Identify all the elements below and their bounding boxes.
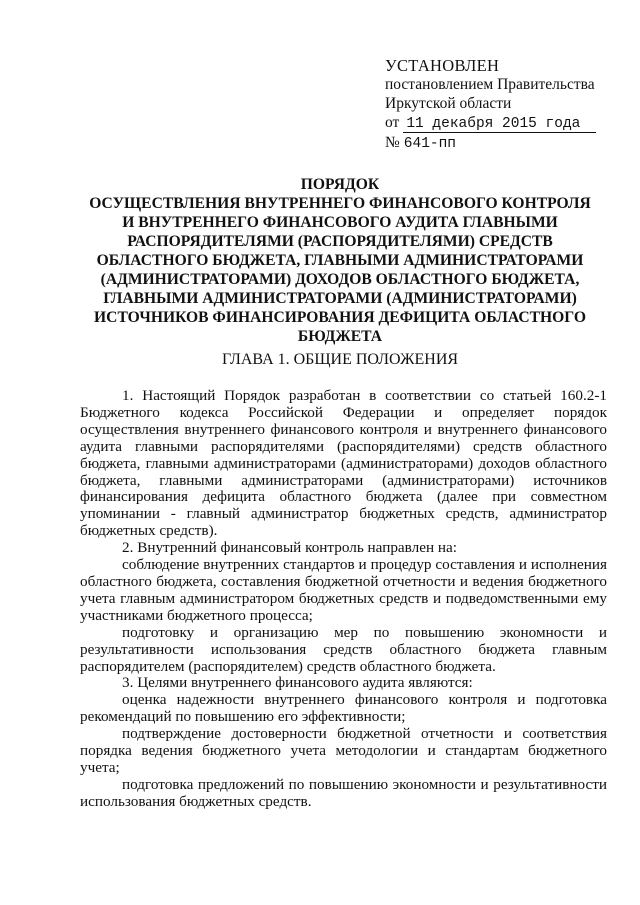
title-line: ИСТОЧНИКОВ ФИНАНСИРОВАНИЯ ДЕФИЦИТА ОБЛАСТНОГО	[94, 309, 586, 326]
title-line: РАСПОРЯДИТЕЛЯМИ (РАСПОРЯДИТЕЛЯМИ) СРЕДСТВ	[127, 233, 553, 250]
approval-date-prefix: от	[385, 114, 400, 131]
paragraph: подготовка предложений по повышению экономности и результативности использования бюджетных средств.	[80, 775, 607, 810]
approval-date-line	[385, 113, 625, 133]
approval-heading: УСТАНОВЛЕН	[385, 56, 500, 75]
paragraph: оценка надежности внутреннего финансового контроля и подготовка рекомендаций по повышению его эффективности;	[80, 691, 607, 726]
title-line: ГЛАВНЫМИ АДМИНИСТРАТОРАМИ (АДМИНИСТРАТОРАМИ)	[103, 290, 577, 307]
document-body	[80, 388, 607, 811]
paragraph: 2. Внутренний финансовый контроль направлен на:	[122, 539, 457, 557]
paragraph: подтверждение достоверности бюджетной отчетности и соответствия порядка ведения бюджетного учета методологии и стандартам бюджетного учета;	[80, 725, 607, 776]
title-line: И ВНУТРЕННЕГО ФИНАНСОВОГО АУДИТА ГЛАВНЫМИ	[122, 214, 558, 231]
approval-date-value: 11 декабря 2015 года	[403, 117, 596, 133]
approval-number-line	[385, 133, 625, 154]
title-line: ОБЛАСТНОГО БЮДЖЕТА, ГЛАВНЫМИ АДМИНИСТРАТОРАМИ	[96, 252, 584, 269]
paragraph: 3. Целями внутреннего финансового аудита являются:	[122, 674, 473, 692]
paragraph: подготовку и организацию мер по повышению экономности и результативности использования средств областного бюджета главным распорядителем (распорядителем) средств областного бюджета.	[80, 623, 607, 675]
title-line: (АДМИНИСТРАТОРАМИ) ДОХОДОВ ОБЛАСТНОГО БЮДЖЕТА,	[100, 271, 580, 288]
title-line: БЮДЖЕТА	[297, 328, 383, 345]
approval-region-line: Иркутской области	[385, 95, 512, 112]
title-line: ОСУЩЕСТВЛЕНИЯ ВНУТРЕННЕГО ФИНАНСОВОГО КОНТРОЛЯ	[89, 195, 591, 212]
paragraph: 1. Настоящий Порядок разработан в соответствии со статьей 160.2-1 Бюджетного кодекса Российской Федерации и определяет порядок осуществления внутреннего финансового контроля и внутреннего финансового аудита главными распорядителями (распорядителями) средств областного бюджета, главными администраторами (администраторами) доходов областного бюджета, главными администраторами (администраторами) источников финансирования дефицита областного бюджета (далее при совместном упоминании - главный администратор бюджетных средств, администратор бюджетных средств).	[80, 387, 607, 540]
approval-number-value: 641-пп	[403, 136, 457, 152]
chapter-heading: ГЛАВА 1. ОБЩИЕ ПОЛОЖЕНИЯ	[221, 351, 459, 368]
document-title	[80, 175, 600, 346]
title-line: ПОРЯДОК	[300, 176, 380, 193]
paragraph: соблюдение внутренних стандартов и процедур составления и исполнения областного бюджета, составления бюджетной отчетности и ведения бюджетного учета главным администратором бюджетных средств и подведомственными ему участниками бюджетного процесса;	[80, 556, 607, 624]
approval-number-prefix: №	[385, 134, 400, 151]
approval-stamp	[385, 56, 625, 154]
approval-decree-line: постановлением Правительства	[385, 76, 595, 93]
